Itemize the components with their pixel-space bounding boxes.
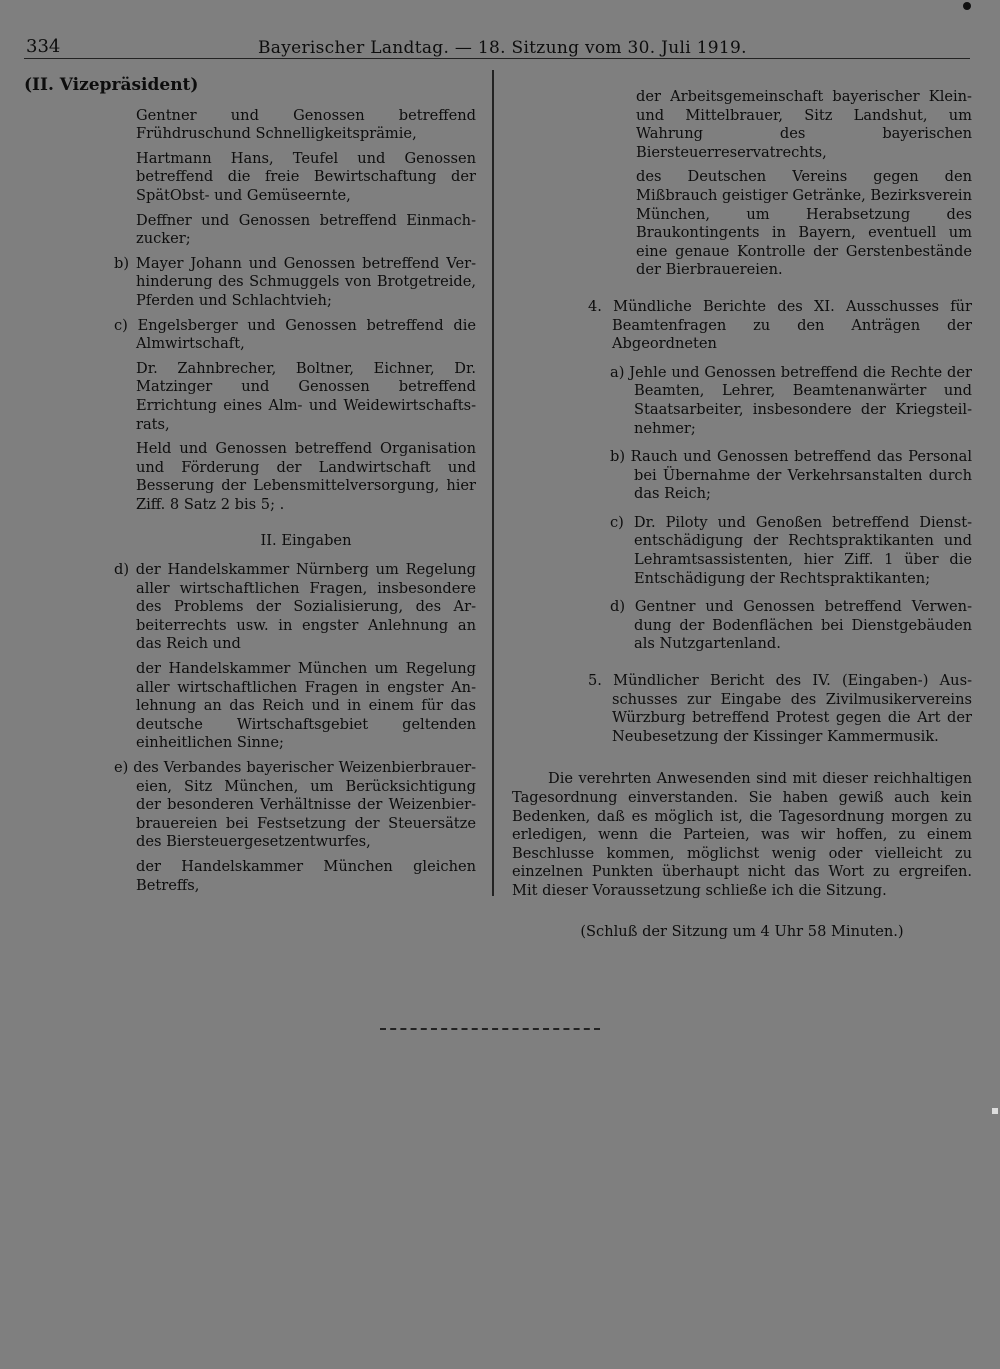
entry-arbeitsgemeinschaft: der Arbeitsgemeinschaft bayerischer Klein- und Mittelbrauer, Sitz Landshut, um Wahrung des bayerischen Biersteuerreservatrechts,: [636, 88, 972, 161]
eingabe-e-weizenbier: e) des Verbandes bayerischer Weizenbierbrauereien, Sitz München, um Berücksichtigung der besonderen Verhältnisse der Weizenbierbrauereien bei Festsetzung der Steuersätze des Biersteuergesetzentwurfes,: [114, 759, 476, 851]
subheading-eingaben: II. Eingaben: [260, 532, 352, 550]
section-head: (II. Vizepräsident): [24, 75, 199, 95]
entry-b-mayer: b) Mayer Johann und Genossen betreffend Verhinderung des Schmuggels von Brotgetreide, Pferden und Schlachtvieh;: [114, 254, 476, 309]
eingabe-muenchen: der Handelskammer München um Regelung aller wirtschaftlichen Fragen in engster Anlehnung an das Reich und in einem für das deutsche Wirtschaftsgebiet geltenden einheitlichen Sinne;: [136, 660, 476, 752]
running-title: Bayerischer Landtag. — 18. Sitzung vom 30. Juli 1919.: [258, 38, 747, 58]
item-4c: c) Dr. Piloty und Genoßen betreffend Dienstentschädigung der Rechtspraktikanten und Lehramtsassistenten, hier Ziff. 1 über die Entschädigung der Rechtspraktikanten;: [610, 513, 972, 587]
entry-gentner: Gentner und Genossen betreffend Frühdruschund Schnelligkeitsprämie,: [136, 106, 476, 143]
entry-c-engelsberger: c) Engelsberger und Genossen betreffend die Almwirtschaft,: [114, 316, 476, 353]
column-rule: [492, 70, 494, 896]
left-column: [24, 76, 476, 895]
page-number: 334: [26, 36, 61, 57]
entry-zahnbrecher: Dr. Zahnbrecher, Boltner, Eichner, Dr. Matzinger und Genossen betreffend Errichtung eines Alm- und Weidewirtschaftsrats,: [136, 359, 476, 433]
closing-paragraph: Die verehrten Anwesenden sind mit dieser reichhaltigen Tagesordnung einverstanden. Sie haben gewiß auch kein Bedenken, daß es möglich ist, die Tagesordnung morgen zu erledigen, wenn die Parteien, was wir hoffen, zu einem Beschlusse kommen, möglichst wenig oder vielleicht zu einzelnen Punkten überhaupt nicht das Wort zu ergreifen. Mit dieser Voraussetzung schließe ich die Sitzung.: [512, 770, 972, 899]
eingabe-muenchen-gleichen: der Handelskammer München gleichen Betreffs,: [136, 857, 476, 894]
item-4d: d) Gentner und Genossen betreffend Verwendung der Bodenflächen bei Dienstgebäuden als Nutzgartenland.: [610, 598, 972, 653]
entry-deutscher-verein: des Deutschen Vereins gegen den Mißbrauch geistiger Getränke, Bezirksverein München, um Herabsetzung des Braukontingents in Bayern, eventuell um eine genaue Kontrolle der Gerstenbestände der Bierbrauereien.: [636, 168, 972, 279]
item-4a: a) Jehle und Genossen betreffend die Rechte der Beamten, Lehrer, Beamtenanwärter und Staatsarbeiter, insbesondere der Kriegsteilnehmer;: [610, 363, 972, 437]
closing-note: (Schluß der Sitzung um 4 Uhr 58 Minuten.): [580, 922, 904, 940]
item-4b: b) Rauch und Genossen betreffend das Personal bei Übernahme der Verkehrsanstalten durch das Reich;: [610, 448, 972, 503]
right-column: [512, 88, 972, 941]
item-4: 4. Mündliche Berichte des XI. Ausschusses für Beamtenfragen zu den Anträgen der Abgeordneten: [588, 297, 972, 353]
entry-held: Held und Genossen betreffend Organisation und Förderung der Landwirtschaft und Besserung der Lebensmittelversorgung, hier Ziff. 8 Satz 2 bis 5; .: [136, 440, 476, 513]
item-5: 5. Mündlicher Bericht des IV. (Eingaben-) Ausschusses zur Eingabe des Zivilmusikervereins Würzburg betreffend Protest gegen die Art der Neubesetzung der Kissinger Kammermusik.: [588, 672, 972, 745]
entry-deffner: Deffner und Genossen betreffend Einmachzucker;: [136, 211, 476, 248]
corner-dot: [963, 2, 971, 10]
entry-hartmann: Hartmann Hans, Teufel und Genossen betreffend die freie Bewirtschaftung der SpätObst- und Gemüseernte,: [136, 149, 476, 204]
edge-mark: [992, 1108, 998, 1114]
bottom-rule: [380, 1028, 600, 1030]
header-rule: [24, 58, 970, 59]
eingabe-d-nuernberg: d) der Handelskammer Nürnberg um Regelung aller wirtschaftlichen Fragen, insbesondere des Problems der Sozialisierung, des Arbeiterrechts usw. in engster Anlehnung an das Reich und: [114, 561, 476, 653]
